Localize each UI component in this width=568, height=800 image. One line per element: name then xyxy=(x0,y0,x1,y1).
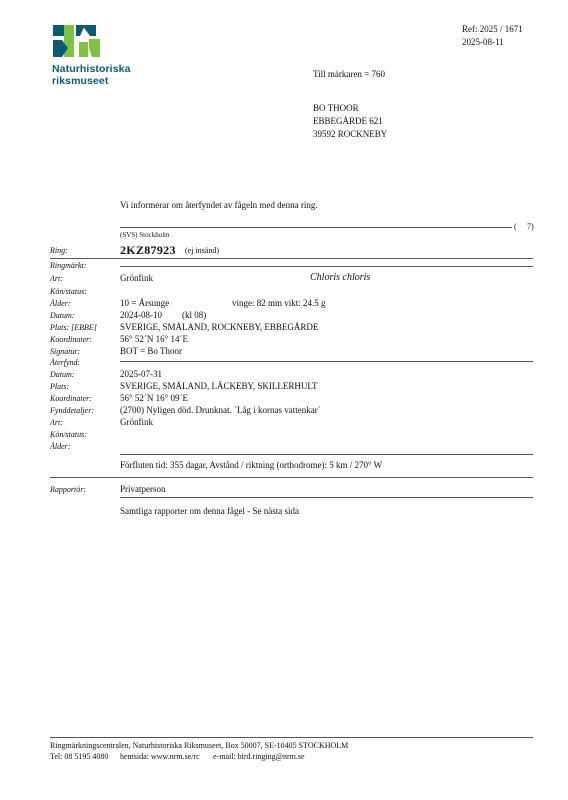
ringing-measures: vinge: 82 mm vikt: 24.5 g xyxy=(232,298,326,308)
label-aterfynd: Återfynd: xyxy=(50,358,81,367)
rule-all-reports xyxy=(120,497,533,498)
ringing-coordinates: 56° 52´N 16° 14´E xyxy=(120,334,188,344)
label-ring: Ring: xyxy=(50,246,68,255)
rule-under-ring xyxy=(50,258,533,259)
top-rule xyxy=(120,227,512,228)
nrm-logo-icon xyxy=(52,24,102,58)
right-marker-num: 7) xyxy=(527,222,534,231)
reference-date: 2025-08-11 xyxy=(462,37,504,47)
label-datum-recovery: Datum: xyxy=(50,370,75,379)
label-datum: Datum: xyxy=(50,311,75,320)
label-signatur: Signatur: xyxy=(50,347,81,356)
ringing-species: Grönfink xyxy=(120,273,153,283)
ringing-place: SVERIGE, SMÅLAND, ROCKNEBY, EBBEGÅRDE xyxy=(120,322,319,332)
recovery-details: (2700) Nyligen död. Drunknat. `Låg i kornas vattenkar´ xyxy=(120,405,321,415)
intro-text: Vi informerar om återfyndet av fågeln med denna ring. xyxy=(120,200,318,210)
logo-line-2: riksmuseet xyxy=(52,75,109,87)
right-marker-open: ( xyxy=(514,222,517,231)
label-koordinater: Koordinater: xyxy=(50,335,92,344)
footer-website: hemsida: www.nrm.se/rc xyxy=(120,752,200,761)
label-koordinater-recovery: Koordinater: xyxy=(50,394,92,403)
label-ringmarkt: Ringmärkt: xyxy=(50,261,87,270)
label-fynddetaljer: Fynddetaljer: xyxy=(50,406,94,415)
ringing-date: 2024-08-10 xyxy=(120,310,162,320)
elapsed-distance: Förfluten tid: 355 dagar, Avstånd / riktning (orthodrome): 5 km / 270° W xyxy=(120,460,383,470)
label-alder: Ålder: xyxy=(50,299,71,308)
recipient-label: Till märkaren = 760 xyxy=(313,69,385,79)
ring-number: 2KZ87923 xyxy=(120,243,176,257)
footer-rule xyxy=(50,737,533,738)
rule-reporter xyxy=(50,477,533,478)
label-art: Art: xyxy=(50,274,63,283)
ringing-time: (kl 08) xyxy=(182,310,207,320)
reference-number: Ref: 2025 / 1671 xyxy=(462,24,523,34)
ring-note: (ej insänd) xyxy=(185,246,219,255)
scheme-label: (SVS) Stockholm xyxy=(120,231,170,239)
rule-ringing-section xyxy=(120,266,533,267)
footer-phone: Tel: 08 5195 4080 xyxy=(50,752,109,761)
label-plats-ebbe: Plats: [EBBE] xyxy=(50,323,97,332)
recovery-species: Grönfink xyxy=(120,417,153,427)
reporter-value: Privatperson xyxy=(120,484,166,494)
label-konstatus: Kön/status: xyxy=(50,287,87,296)
recovery-coordinates: 56° 52´N 16° 09´E xyxy=(120,393,188,403)
label-art-recovery: Art: xyxy=(50,418,63,427)
label-konstatus-recovery: Kön/status: xyxy=(50,430,87,439)
all-reports-note: Samtliga rapporter om denna fågel - Se nästa sida xyxy=(120,506,299,516)
rule-recovery-section xyxy=(120,361,533,362)
ringing-latin-name: Chloris chloris xyxy=(310,272,371,283)
recovery-date: 2025-07-31 xyxy=(120,369,162,379)
rule-elapsed xyxy=(120,454,533,455)
footer-address: Ringmärkningscentralen, Naturhistoriska Riksmuseet, Box 50007, SE-10405 STOCKHOLM xyxy=(50,741,349,750)
recipient-street: EBBEGÅRDE 621 xyxy=(313,116,383,126)
footer-email: e-mail: bird.ringing@nrm.se xyxy=(213,752,305,761)
recipient-name: BO THOOR xyxy=(313,103,359,113)
recipient-city: 39592 ROCKNEBY xyxy=(313,129,388,139)
label-rapportor: Rapportör: xyxy=(50,485,86,494)
ringing-signature: BOT = Bo Thoor xyxy=(120,346,182,356)
label-alder-recovery: Ålder: xyxy=(50,442,71,451)
logo-line-1: Naturhistoriska xyxy=(52,63,131,75)
recovery-place: SVERIGE, SMÅLAND, LÄCKEBY, SKILLERHULT xyxy=(120,381,318,391)
label-plats: Plats: xyxy=(50,382,70,391)
ringing-age: 10 = Årsunge xyxy=(120,298,170,308)
